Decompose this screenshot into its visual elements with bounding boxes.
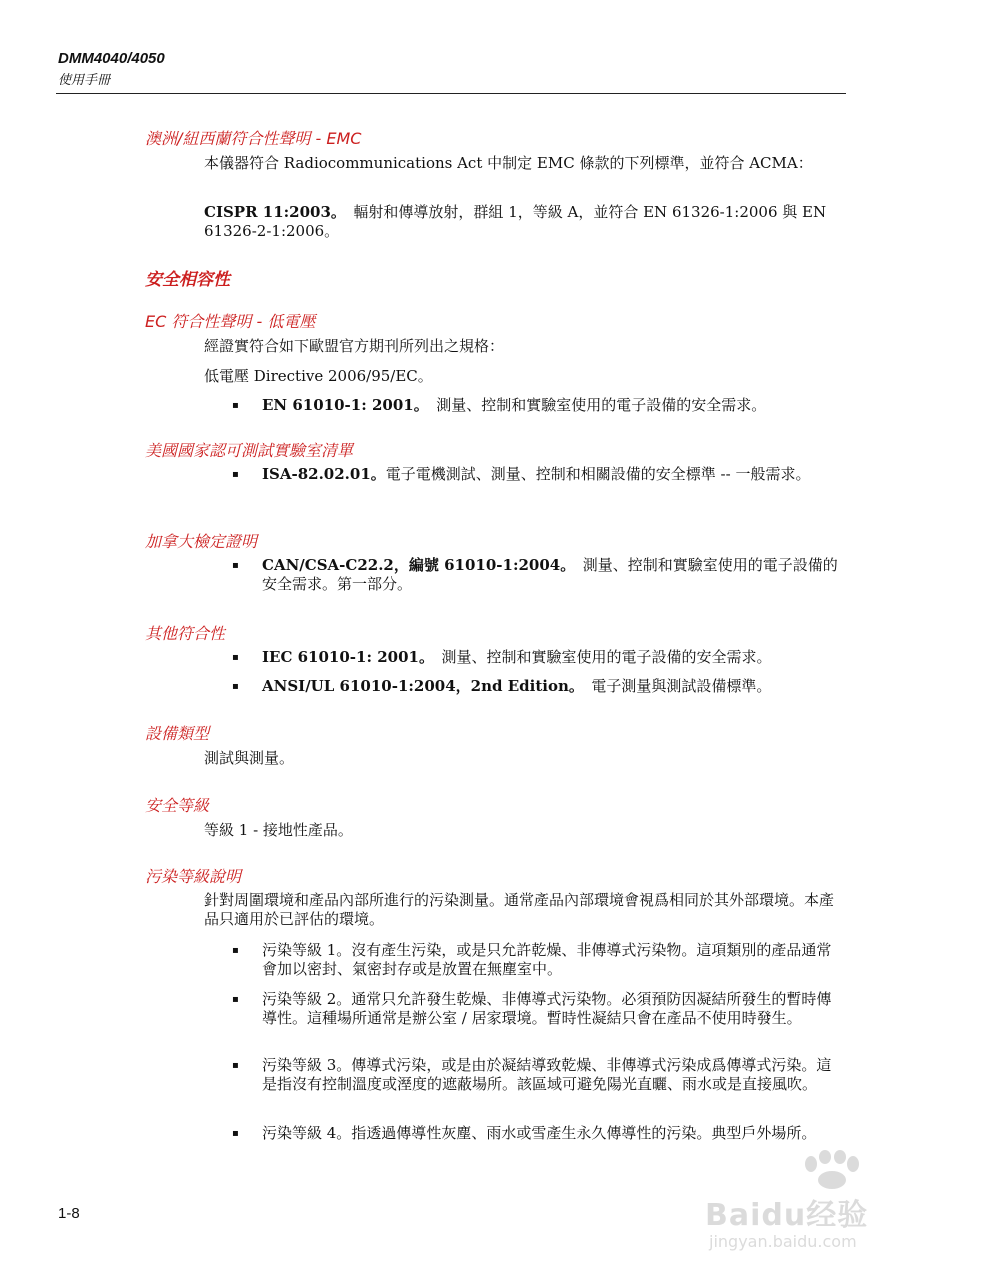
aus-paragraph-1: 本儀器符合 Radiocommunications Act 中制定 EMC 條款的下列標準，並符合 ACMA：	[204, 154, 813, 172]
heading-pollution-degree: 污染等級說明	[145, 867, 242, 886]
bullet-icon: ▪	[232, 560, 239, 571]
pollution-degree-2: 污染等級 2。通常只允許發生乾燥、非傳導式污染物。必須預防因凝結所發生的暫時傳導性。這種場所通常是辦公室 / 居家環境。暫時性凝結只會在產品不使用時發生。	[262, 990, 832, 1027]
aus-cispr-text: 輻射和傳導放射，群組 1，等級 A，並符合 EN 61326-1:2006 與 EN 61326-2-1:2006。	[204, 203, 827, 240]
heading-other-compliance: 其他符合性	[145, 624, 226, 643]
heading-equipment-type: 設備類型	[145, 724, 210, 743]
aus-paragraph-2	[204, 203, 844, 241]
list-item	[232, 396, 844, 415]
ec-paragraph-1: 經證實符合如下歐盟官方期刊所列出之規格：	[204, 337, 505, 355]
watermark-url: jingyan.baidu.com	[709, 1232, 857, 1251]
standard-description: 測量、控制和實驗室使用的電子設備的安全需求。第一部分。	[262, 556, 838, 593]
bullet-icon: ▪	[232, 681, 239, 692]
page-number: 1-8	[58, 1205, 80, 1222]
heading-ec-low-voltage: EC 符合性聲明 - 低電壓	[145, 312, 316, 331]
standard-description: 測量、控制和實驗室使用的電子設備的安全需求。	[421, 396, 767, 414]
list-item	[232, 465, 844, 484]
list-item	[232, 677, 844, 696]
watermark	[705, 1150, 940, 1250]
heading-usa-nrtl: 美國國家認可測試實驗室清單	[145, 441, 354, 460]
standard-description: 測量、控制和實驗室使用的電子設備的安全需求。	[426, 648, 772, 666]
standard-name: ANSI/UL 61010-1:2004，2nd Edition。	[262, 677, 577, 695]
heading-safety-compatibility: 安全相容性	[145, 270, 230, 290]
safety-class-text: 等級 1 - 接地性產品。	[204, 821, 353, 839]
standard-description: 電子測量與測試設備標準。	[576, 677, 772, 695]
ec-paragraph-2: 低電壓 Directive 2006/95/EC。	[204, 367, 433, 385]
aus-cispr-standard: CISPR 11:2003。	[204, 203, 339, 221]
heading-safety-class: 安全等級	[145, 796, 210, 815]
bullet-icon: ▪	[232, 1128, 239, 1139]
bullet-icon: ▪	[232, 994, 239, 1005]
bullet-icon: ▪	[232, 469, 239, 480]
standard-name: ISA-82.02.01。	[262, 465, 386, 483]
manual-model-title: DMM4040/4050	[58, 50, 165, 67]
heading-aus-nz-emc: 澳洲/紐西蘭符合性聲明 - EMC	[145, 129, 362, 148]
standard-name: IEC 61010-1: 2001。	[262, 648, 427, 666]
pollution-degree-1: 污染等級 1。沒有產生污染，或是只允許乾燥、非傳導式污染物。這項類別的產品通常會加以密封、氣密封存或是放置在無塵室中。	[262, 941, 832, 978]
paw-icon	[797, 1150, 867, 1190]
header-divider	[56, 93, 846, 94]
equipment-type-text: 測試與測量。	[204, 749, 295, 767]
standard-description: 電子電機測試、測量、控制和相關設備的安全標準 -- 一般需求。	[385, 465, 811, 483]
bullet-icon: ▪	[232, 945, 239, 956]
standard-name: EN 61010-1: 2001。	[262, 396, 422, 414]
pollution-degree-3: 污染等級 3。傳導式污染，或是由於凝結導致乾燥、非傳導式污染成爲傳導式污染。這是指沒有控制溫度或溼度的遮蔽場所。該區域可避免陽光直曬、雨水或是直接風吹。	[262, 1056, 832, 1093]
bullet-icon: ▪	[232, 400, 239, 411]
bullet-icon: ▪	[232, 1060, 239, 1071]
watermark-logo-text: Baidu经验	[705, 1198, 869, 1233]
heading-canada-certification: 加拿大檢定證明	[145, 532, 258, 551]
pollution-intro: 針對周圍環境和產品內部所進行的污染測量。通常產品內部環境會視爲相同於其外部環境。本產品只適用於已評估的環境。	[204, 891, 835, 928]
list-item	[232, 556, 844, 594]
list-item	[232, 941, 844, 979]
list-item	[232, 1056, 844, 1094]
list-item	[232, 990, 844, 1028]
pollution-degree-4: 污染等級 4。指透過傳導性灰塵、雨水或雪產生永久傳導性的污染。典型戶外場所。	[262, 1124, 817, 1142]
standard-name: CAN/CSA-C22.2，編號 61010-1:2004。	[262, 556, 568, 574]
list-item	[232, 648, 844, 667]
manual-subtitle: 使用手冊	[58, 72, 111, 87]
bullet-icon: ▪	[232, 652, 239, 663]
list-item	[232, 1124, 844, 1143]
